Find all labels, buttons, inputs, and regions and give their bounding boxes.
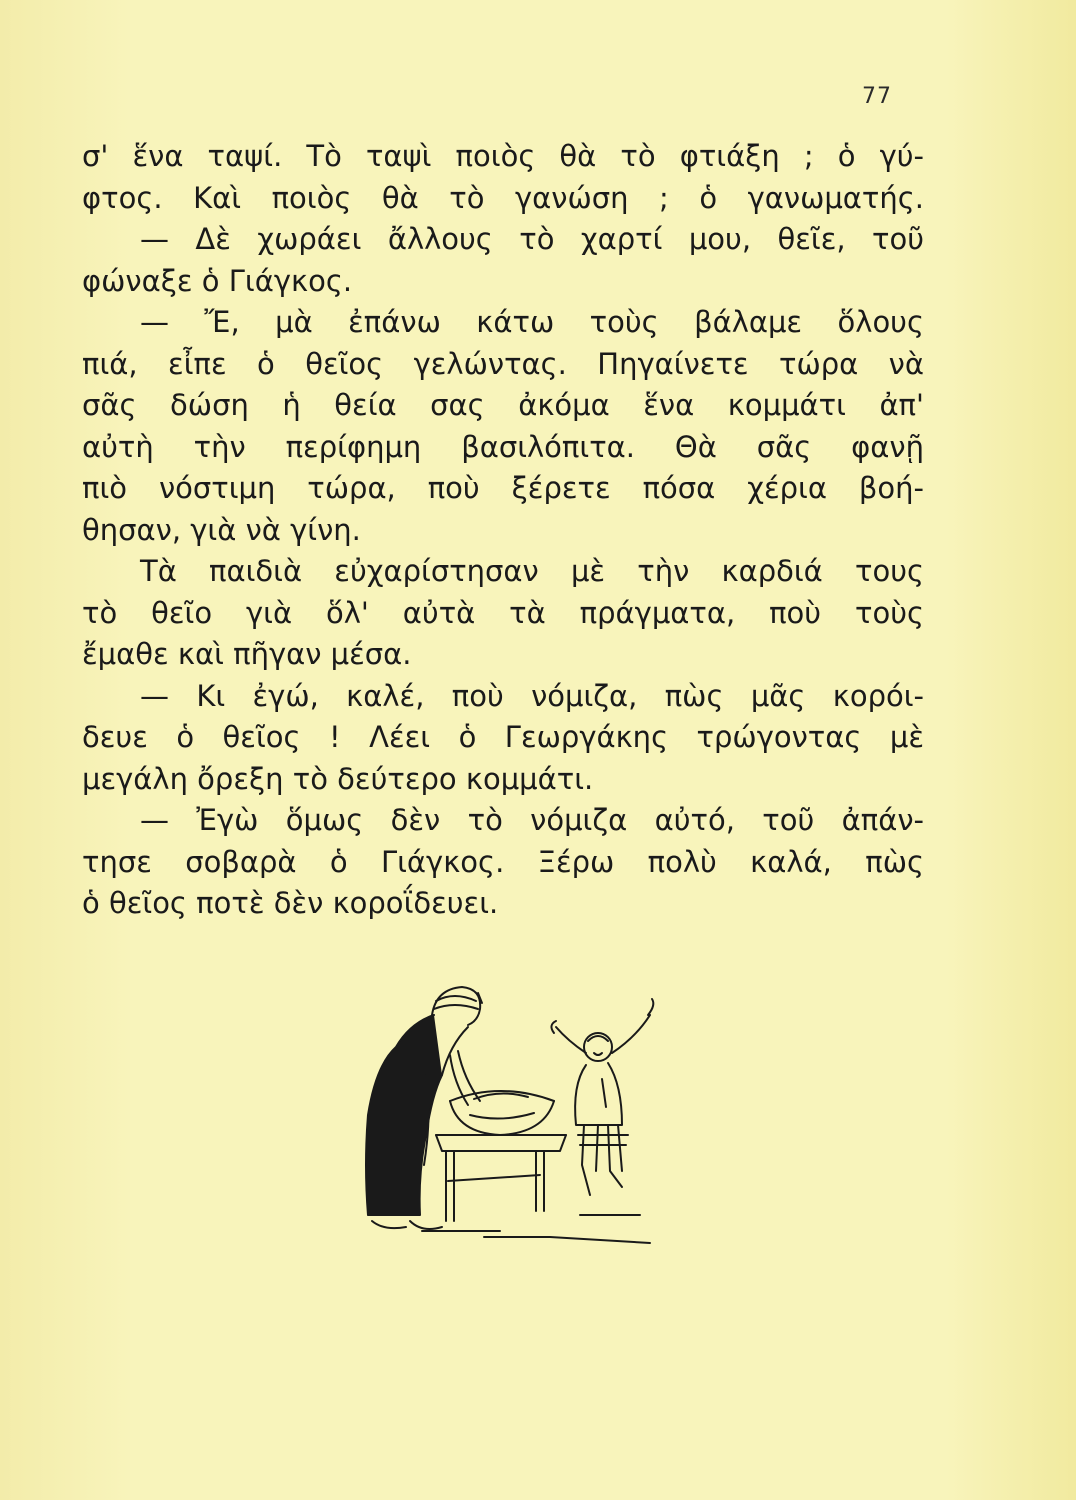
illustration-woman-and-child-at-bowl [350,975,670,1255]
text-line: πιὸ νόστιμη τώρα, ποὺ ξέρετε πόσα χέρια βοή- [82,471,924,505]
text-line: φτος. Καὶ ποιὸς θὰ τὸ γανώση ; ὁ γανωματής. [82,180,924,215]
text-line: — Κι ἐγώ, καλέ, ποὺ νόμιζα, πὼς μᾶς κορόι- [140,678,924,713]
text-line: δευε ὁ θεῖος ! Λέει ὁ Γεωργάκης τρώγοντας μὲ [82,720,924,754]
text-line: πιά, εἶπε ὁ θεῖος γελώντας. Πηγαίνετε τώρα νὰ [82,346,924,381]
text-line: ἔμαθε καὶ πῆγαν μέσα. [82,637,412,671]
text-line: — Ἐγὼ ὅμως δὲν τὸ νόμιζα αὐτό, τοῦ ἀπάν- [140,803,924,837]
text-line: μεγάλη ὄρεξη τὸ δεύτερο κομμάτι. [82,761,594,796]
body-text [82,136,924,925]
text-line: Τὰ παιδιὰ εὐχαρίστησαν μὲ τὴν καρδιά τους [140,554,924,588]
text-line: τὸ θεῖο γιὰ ὅλ' αὐτὰ τὰ πράγματα, ποὺ τοὺς [82,595,924,630]
text-line: τησε σοβαρὰ ὁ Γιάγκος. Ξέρω πολὺ καλά, πὼς [82,844,924,879]
text-line: ὁ θεῖος ποτὲ δὲν κοροΐδευει. [82,886,499,920]
text-line: σ' ἕνα ταψί. Τὸ ταψὶ ποιὸς θὰ τὸ φτιάξη ; ὁ γύ- [82,139,924,173]
text-line: φώναξε ὁ Γιάγκος. [82,263,353,298]
text-line: — Δὲ χωράει ἄλλους τὸ χαρτί μου, θεῖε, τοῦ [140,222,924,256]
page-number: 77 [862,84,892,109]
text-line: — Ἔ, μὰ ἐπάνω κάτω τοὺς βάλαμε ὅλους [140,305,924,339]
text-line: αὐτὴ τὴν περίφημη βασιλόπιτα. Θὰ σᾶς φανῇ [82,429,924,464]
text-line: θησαν, γιὰ νὰ γίνη. [82,512,361,547]
text-line: σᾶς δώση ἡ θεία σας ἀκόμα ἕνα κομμάτι ἀπ' [82,388,924,422]
